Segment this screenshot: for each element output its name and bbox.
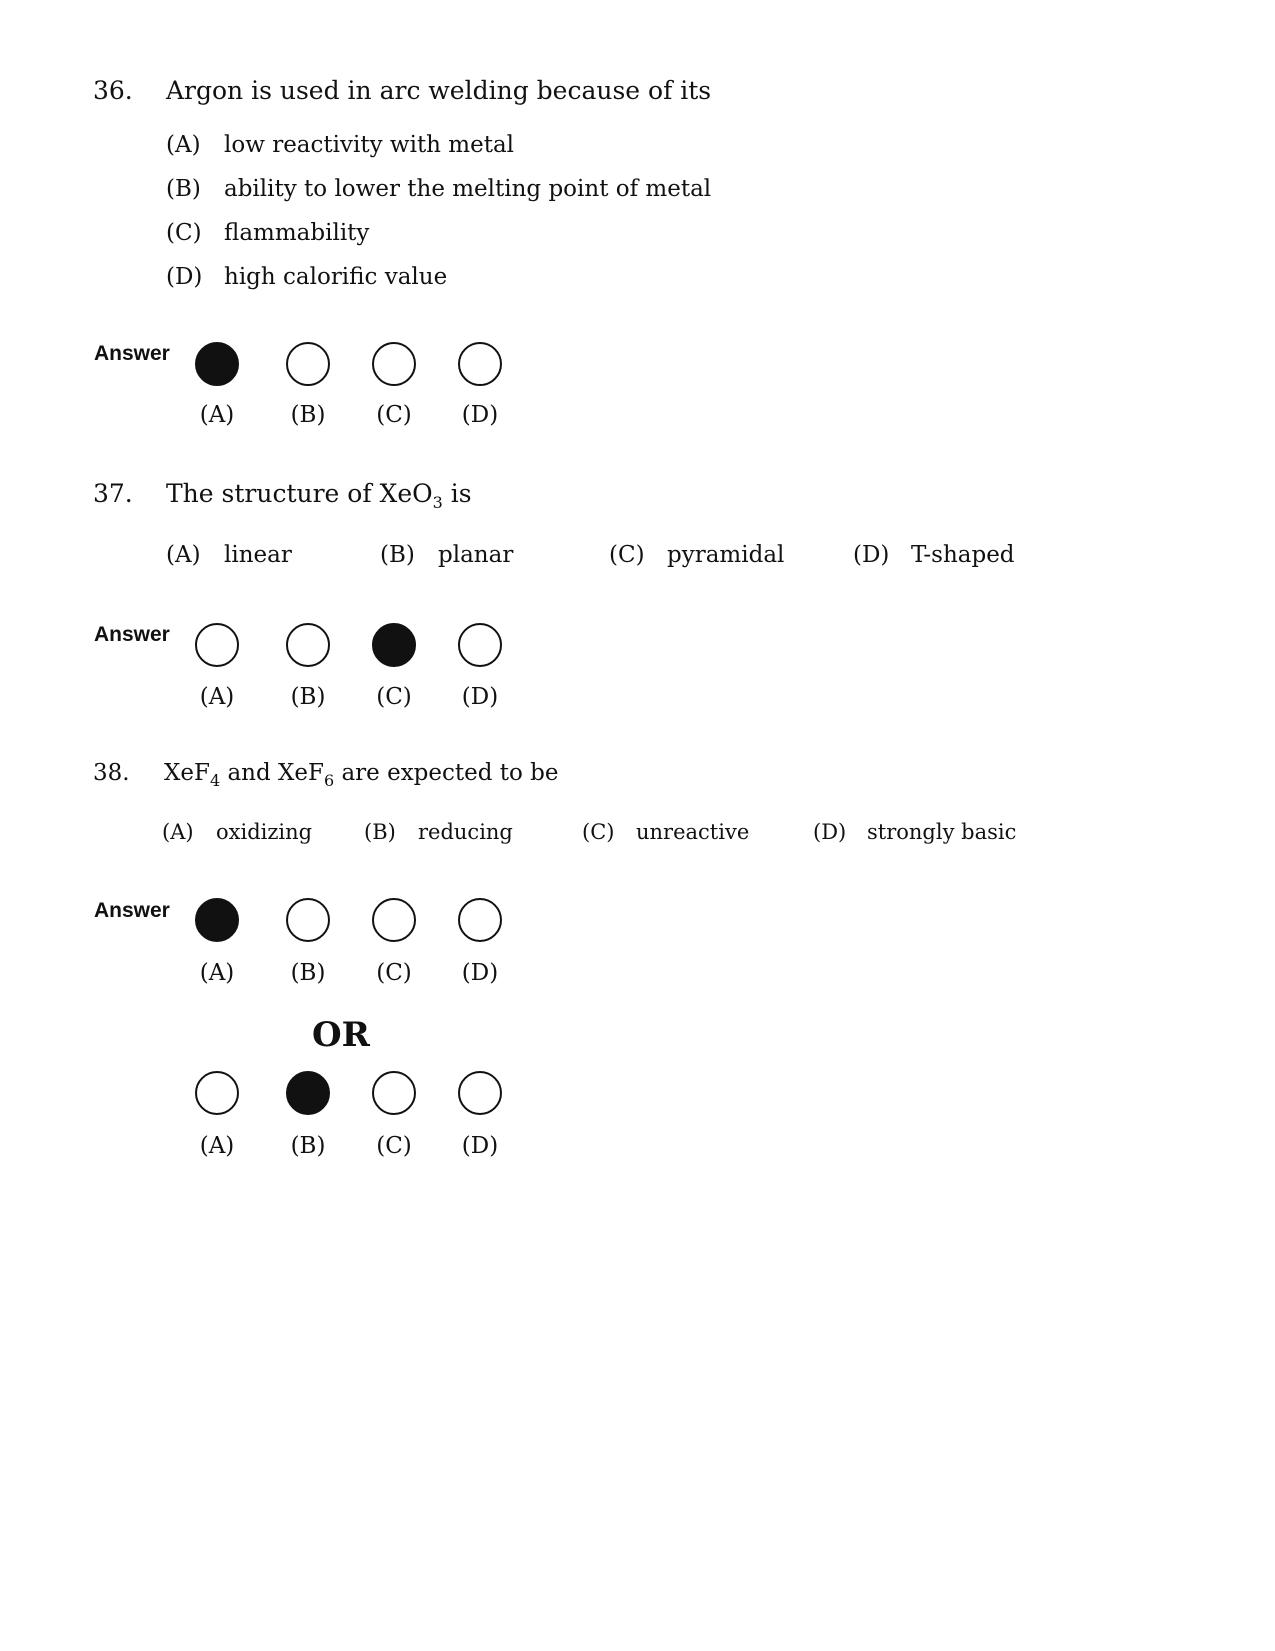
question-37-option-d bbox=[853, 542, 1015, 568]
answer-bubble-label: (C) bbox=[376, 960, 412, 986]
option-label: (B) bbox=[364, 820, 396, 844]
answer-bubble-d[interactable] bbox=[458, 1071, 502, 1115]
option-text: high calorific value bbox=[224, 264, 448, 290]
answer-bubble-label: (B) bbox=[290, 402, 326, 428]
answer-bubble-label: (A) bbox=[199, 684, 235, 710]
answer-bubble-label: (C) bbox=[376, 1133, 412, 1159]
answer-bubble-label: (C) bbox=[376, 402, 412, 428]
question-36-number: 36. bbox=[93, 76, 133, 105]
question-36-option-a bbox=[166, 132, 514, 158]
answer-bubble-label: (B) bbox=[290, 1133, 326, 1159]
option-text: low reactivity with metal bbox=[224, 132, 515, 158]
answer-bubble-label: (B) bbox=[290, 960, 326, 986]
option-label: (A) bbox=[166, 132, 201, 158]
answer-bubble-label: (A) bbox=[199, 960, 235, 986]
option-text: planar bbox=[438, 542, 514, 568]
answer-label: Answer bbox=[94, 899, 170, 922]
question-text-part: is bbox=[442, 479, 472, 508]
answer-bubble-label: (D) bbox=[461, 402, 499, 428]
option-label: (A) bbox=[162, 820, 194, 844]
answer-bubble-c[interactable] bbox=[372, 623, 416, 667]
question-36-text: Argon is used in arc welding because of its bbox=[166, 76, 712, 105]
option-text: T-shaped bbox=[911, 542, 1015, 568]
option-text: oxidizing bbox=[216, 820, 313, 844]
answer-bubble-b[interactable] bbox=[286, 898, 330, 942]
question-text-part: XeF bbox=[164, 760, 210, 786]
subscript: 3 bbox=[432, 493, 443, 512]
answer-bubble-d[interactable] bbox=[458, 623, 502, 667]
question-38-option-a bbox=[162, 820, 312, 844]
question-36-option-c bbox=[166, 220, 369, 246]
option-label: (D) bbox=[813, 820, 847, 844]
answer-bubble-a[interactable] bbox=[195, 1071, 239, 1115]
answer-bubble-d[interactable] bbox=[458, 898, 502, 942]
answer-bubble-label: (A) bbox=[199, 402, 235, 428]
option-text: unreactive bbox=[636, 820, 750, 844]
subscript: 6 bbox=[323, 771, 335, 790]
option-label: (C) bbox=[582, 820, 615, 844]
option-label: (B) bbox=[166, 176, 201, 202]
question-37-option-b bbox=[380, 542, 513, 568]
question-38-option-d bbox=[813, 820, 1016, 844]
answer-bubble-d[interactable] bbox=[458, 342, 502, 386]
answer-bubble-c[interactable] bbox=[372, 898, 416, 942]
question-38-option-b bbox=[364, 820, 513, 844]
option-label: (D) bbox=[166, 264, 203, 290]
answer-bubble-a[interactable] bbox=[195, 898, 239, 942]
answer-label: Answer bbox=[94, 342, 170, 365]
option-text: strongly basic bbox=[867, 820, 1017, 844]
answer-bubble-label: (B) bbox=[290, 684, 326, 710]
answer-bubble-a[interactable] bbox=[195, 623, 239, 667]
answer-bubble-label: (D) bbox=[461, 684, 499, 710]
option-text: reducing bbox=[418, 820, 513, 844]
or-separator: OR bbox=[312, 1015, 370, 1055]
answer-bubble-b[interactable] bbox=[286, 342, 330, 386]
question-37-option-a bbox=[166, 542, 292, 568]
option-label: (C) bbox=[166, 220, 202, 246]
question-38-option-c bbox=[582, 820, 749, 844]
question-36-option-b bbox=[166, 176, 711, 202]
question-38-number: 38. bbox=[93, 760, 130, 786]
answer-label: Answer bbox=[94, 623, 170, 646]
question-text-part: The structure of XeO bbox=[166, 479, 433, 508]
question-37-text bbox=[166, 479, 472, 512]
option-text: linear bbox=[224, 542, 292, 568]
option-label: (B) bbox=[380, 542, 415, 568]
answer-bubble-c[interactable] bbox=[372, 342, 416, 386]
answer-bubble-c[interactable] bbox=[372, 1071, 416, 1115]
answer-bubble-b[interactable] bbox=[286, 1071, 330, 1115]
option-label: (D) bbox=[853, 542, 890, 568]
question-37-number: 37. bbox=[93, 479, 133, 508]
question-text-part: and XeF bbox=[220, 760, 324, 786]
question-37-option-c bbox=[609, 542, 784, 568]
option-label: (A) bbox=[166, 542, 201, 568]
answer-bubble-label: (D) bbox=[461, 1133, 499, 1159]
answer-bubble-a[interactable] bbox=[195, 342, 239, 386]
option-text: pyramidal bbox=[667, 542, 785, 568]
question-38-text bbox=[164, 760, 559, 790]
option-text: flammability bbox=[224, 220, 370, 246]
option-text: ability to lower the melting point of metal bbox=[224, 176, 712, 202]
answer-bubble-b[interactable] bbox=[286, 623, 330, 667]
answer-bubble-label: (C) bbox=[376, 684, 412, 710]
answer-bubble-label: (D) bbox=[461, 960, 499, 986]
answer-bubble-label: (A) bbox=[199, 1133, 235, 1159]
option-label: (C) bbox=[609, 542, 645, 568]
subscript: 4 bbox=[209, 771, 221, 790]
question-text-part: are expected to be bbox=[334, 760, 559, 786]
question-36-option-d bbox=[166, 264, 447, 290]
